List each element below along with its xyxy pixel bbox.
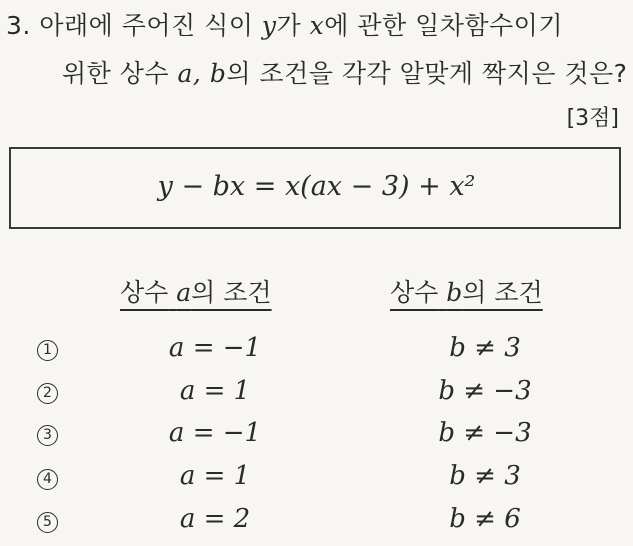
choice-3-a-condition: a = −1 [168, 418, 262, 448]
question-line-2 [62, 54, 627, 90]
choice-2-a-condition: a = 1 [179, 376, 251, 406]
question-text-part: 가 [276, 11, 302, 40]
choice-marker-1[interactable]: 1 [37, 340, 58, 361]
header-b-condition [390, 273, 543, 309]
header-b-word: 상수 [390, 278, 439, 307]
choice-5-a-condition: a = 2 [179, 504, 251, 534]
question-number: 3. [6, 11, 31, 40]
choice-1-b-condition: b ≠ 3 [449, 333, 521, 363]
header-b-var: b [446, 278, 463, 307]
header-b-tail: 의 조건 [462, 278, 543, 307]
header-a-var: a [176, 278, 192, 307]
question-text-part: 위한 상수 [62, 59, 170, 88]
question-line-1 [6, 6, 563, 42]
choice-marker-2[interactable]: 2 [37, 383, 58, 404]
choice-3-b-condition: b ≠ −3 [438, 418, 532, 448]
question-text-part: 의 조건을 각각 알맞게 짝지은 것은? [226, 59, 628, 88]
question-text-part: 아래에 주어진 식이 [39, 11, 254, 40]
choice-1-a-condition: a = −1 [168, 333, 262, 363]
choice-marker-3[interactable]: 3 [37, 425, 58, 446]
choice-marker-4[interactable]: 4 [37, 469, 58, 490]
equation: y − bx = x(ax − 3) + x² [157, 171, 476, 202]
question-text-part: 에 관한 일차함수이기 [324, 11, 563, 40]
header-a-tail: 의 조건 [191, 278, 272, 307]
choice-4-b-condition: b ≠ 3 [449, 461, 521, 491]
variables-ab: a, b [177, 59, 227, 88]
points-label: [3점] [566, 106, 619, 131]
variable-x: x [309, 11, 325, 40]
choice-2-b-condition: b ≠ −3 [438, 376, 532, 406]
choice-marker-5[interactable]: 5 [37, 512, 58, 533]
choice-5-b-condition: b ≠ 6 [449, 504, 521, 534]
header-a-word: 상수 [120, 278, 169, 307]
variable-y: y [261, 11, 277, 40]
header-a-condition [120, 273, 272, 309]
choice-4-a-condition: a = 1 [179, 461, 251, 491]
